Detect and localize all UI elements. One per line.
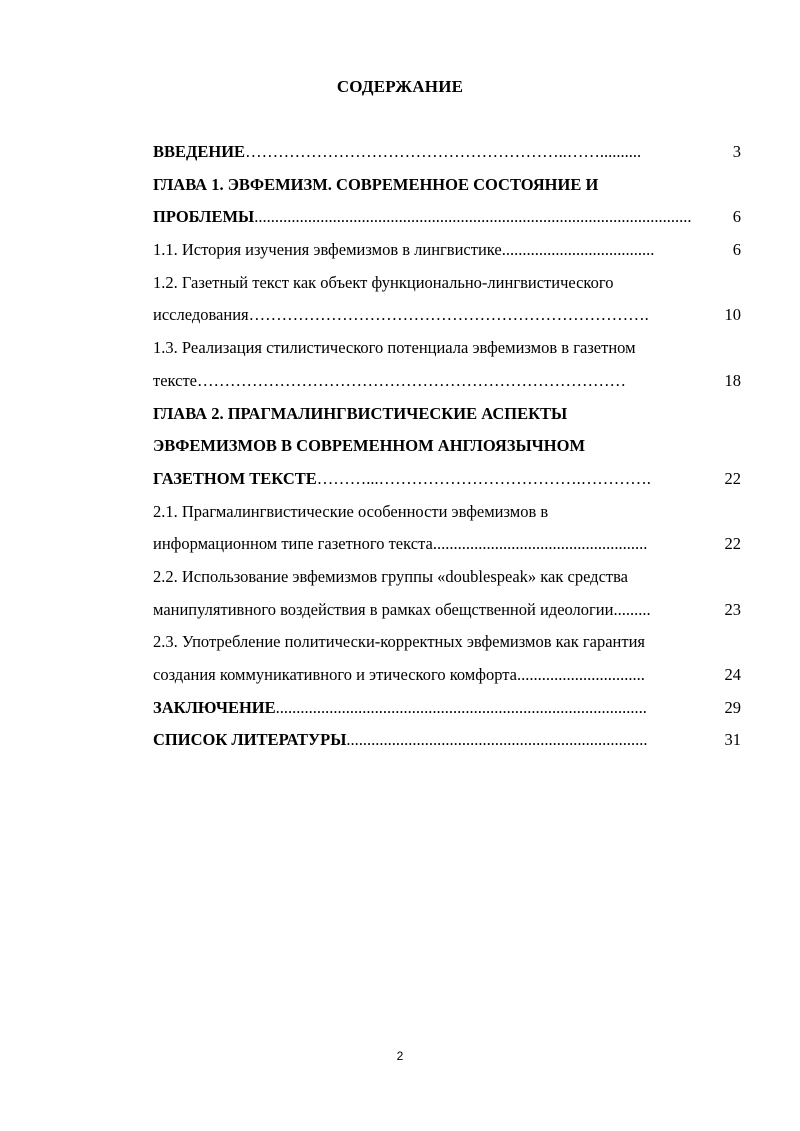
toc-entry-page: 22 <box>724 534 741 554</box>
toc-entry-leader: ......... <box>613 599 651 619</box>
toc-entry-leader: …………………………………………………..…….......... <box>245 142 642 161</box>
toc-entry-chapter-1-line-1 <box>153 169 741 202</box>
toc-entry-label: 2.2. Использование эвфемизмов группы «doublespeak» как средства <box>153 566 629 586</box>
toc-entry-page: 31 <box>724 730 741 750</box>
toc-entry-introduction <box>153 136 741 169</box>
toc-entry-label: исследования <box>153 305 249 325</box>
toc-entry-leader: ..................................... <box>501 240 655 260</box>
toc-entry-section-2-2-line-1 <box>153 561 741 594</box>
toc-entry-page: 23 <box>724 599 741 619</box>
toc-entry-label: 1.2. Газетный текст как объект функционально-лингвистического <box>153 272 614 292</box>
toc-entry-section-2-1-line-2 <box>153 528 741 561</box>
toc-entry-label: ПРОБЛЕМЫ <box>153 207 255 227</box>
toc-entry-label: 2.3. Употребление политически-корректных эвфемизмов как гарантия <box>153 632 646 652</box>
toc-entry-chapter-2-line-2 <box>153 430 741 463</box>
toc-entry-label: ГАЗЕТНОМ ТЕКСТЕ <box>153 468 317 488</box>
toc-entry-label: манипулятивного воздействия в рамках обещственной идеологии <box>153 599 614 619</box>
toc-entry-label: 1.1. История изучения эвфемизмов в лингвистике <box>153 240 502 260</box>
toc-entry-page: 18 <box>724 370 741 390</box>
toc-entry-section-2-1-line-1 <box>153 496 741 529</box>
toc-entry-section-1-2-line-1 <box>153 267 741 300</box>
table-of-contents <box>153 136 741 757</box>
toc-entry-label: 2.1. Прагмалингвистические особенности эвфемизмов в <box>153 501 549 521</box>
toc-entry-label: информационном типе газетного текста <box>153 534 433 554</box>
toc-entry-label: 1.3. Реализация стилистического потенциала эвфемизмов в газетном <box>153 338 636 358</box>
toc-entry-section-2-2-line-2 <box>153 594 741 627</box>
toc-entry-leader: .................................................... <box>432 534 648 554</box>
toc-entry-chapter-1-line-2 <box>153 201 741 234</box>
toc-entry-chapter-2-line-3 <box>153 463 741 496</box>
page-number: 2 <box>396 1049 404 1063</box>
toc-entry-label: ГЛАВА 2. ПРАГМАЛИНГВИСТИЧЕСКИЕ АСПЕКТЫ <box>153 403 568 423</box>
toc-entry-page: 29 <box>724 697 741 717</box>
toc-entry-label: ЭВФЕМИЗМОВ В СОВРЕМЕННОМ АНГЛОЯЗЫЧНОМ <box>153 436 586 456</box>
toc-entry-conclusion <box>153 692 741 725</box>
toc-entry-section-1-2-line-2 <box>153 299 741 332</box>
toc-entry-page: 6 <box>732 240 741 260</box>
toc-entry-label: ВВЕДЕНИЕ <box>153 142 246 161</box>
toc-entry-section-1-3-line-2 <box>153 365 741 398</box>
toc-entry-label: ГЛАВА 1. ЭВФЕМИЗМ. СОВРЕМЕННОЕ СОСТОЯНИЕ И <box>153 174 599 194</box>
toc-entry-references <box>153 724 741 757</box>
toc-entry-leader: .......................................................................................................... <box>254 207 692 227</box>
toc-entry-label: создания коммуникативного и этического комфорта <box>153 665 517 684</box>
page-title: СОДЕРЖАНИЕ <box>336 77 464 96</box>
toc-entry-page: 22 <box>724 468 741 488</box>
toc-entry-leader: ......................................................................... <box>346 730 648 750</box>
toc-entry-leader: …………………………………………………………………… <box>197 370 626 390</box>
toc-entry-section-2-3-line-1 <box>153 626 741 659</box>
toc-entry-section-1-1 <box>153 234 741 267</box>
toc-entry-leader: ………………………………………………………………. <box>248 305 649 325</box>
toc-entry-leader: ………...……………………………….…………. <box>316 468 651 488</box>
toc-entry-label: ЗАКЛЮЧЕНИЕ <box>153 697 276 717</box>
toc-entry-page: 10 <box>724 305 741 325</box>
toc-entry-page: 24 <box>724 665 741 684</box>
toc-entry-section-2-3-line-2 <box>153 659 741 692</box>
toc-entry-page: 6 <box>732 207 741 227</box>
toc-entry-label: СПИСОК ЛИТЕРАТУРЫ <box>153 730 347 750</box>
toc-entry-label: тексте <box>153 370 197 390</box>
toc-entry-page: 3 <box>732 142 741 161</box>
toc-entry-chapter-2-line-1 <box>153 398 741 431</box>
toc-entry-leader: .......................................................................................... <box>275 697 647 717</box>
toc-entry-section-1-3-line-1 <box>153 332 741 365</box>
toc-entry-leader: ............................... <box>516 665 645 684</box>
